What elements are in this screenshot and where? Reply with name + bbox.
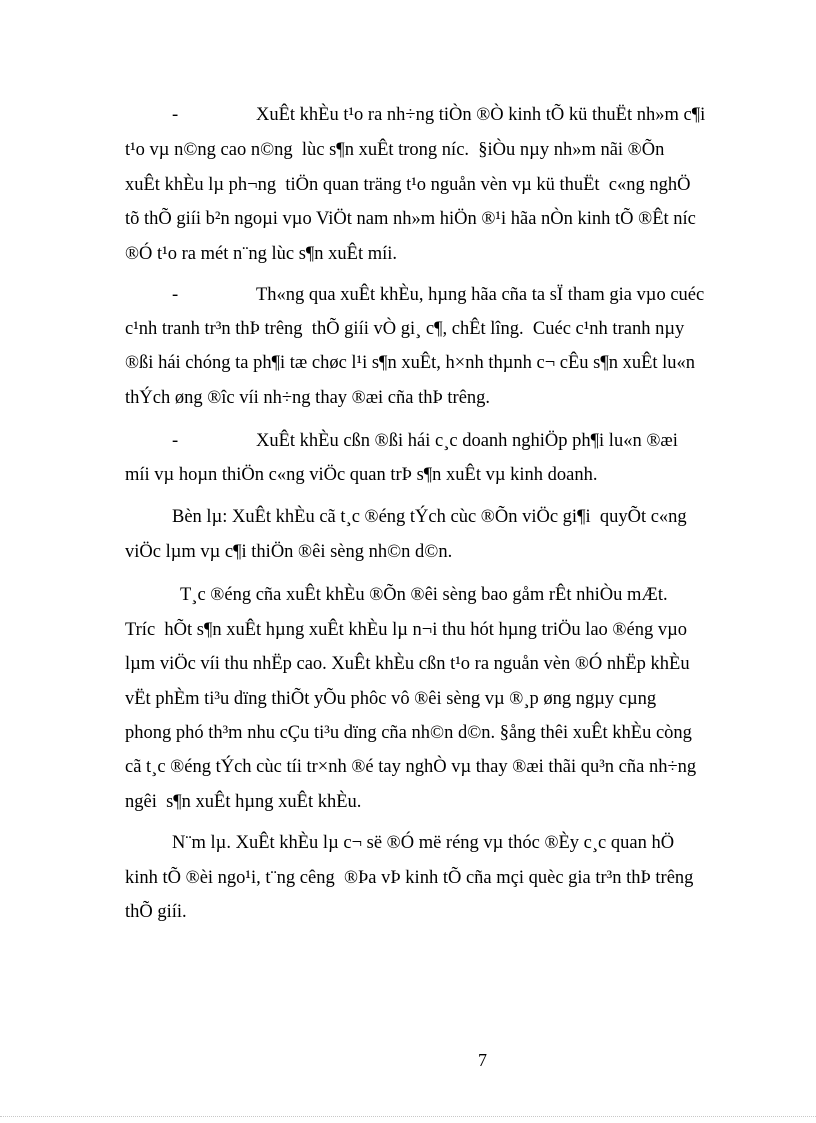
text-line: viÖc lµm vµ c¶i thiÖn ®êi sèng nh©n d©n. [125,542,453,562]
text-line: míi vµ hoµn thiÖn c«ng viÖc quan trÞ s¶n xuÊt vµ kinh doanh. [125,465,598,485]
bullet-dash: - [172,105,179,125]
text-line: ngêi s¶n xuÊt hµng xuÊt khÈu. [125,792,362,812]
text-line: phong phó th³m nhu cÇu ti³u dïng cña nh©n d©n. §ång thêi xuÊt khÈu còng [125,723,692,743]
text-line: thÝch øng ®îc víi nh÷ng thay ®æi cña thÞ trêng. [125,388,491,408]
text-line: Th«ng qua xuÊt khÈu, hµng hãa cña ta sÏ tham gia vµo cuéc [256,285,705,305]
bullet-dash: - [172,431,179,451]
page-number: 7 [478,1050,487,1070]
text-line: vËt phÈm ti³u dïng thiÕt yÕu phôc vô ®êi sèng vµ ®¸p øng ngµy cµng [125,689,657,709]
text-line: T¸c ®éng cña xuÊt khÈu ®Õn ®êi sèng bao gåm rÊt nhiÒu mÆt. [180,585,668,605]
text-line: xuÊt khÈu lµ ph¬ng tiÖn quan träng t¹o nguån vèn vµ kü thuËt c«ng nghÖ [125,175,691,195]
text-line: Bèn lµ: XuÊt khÈu cã t¸c ®éng tÝch cùc ®Õn viÖc gi¶i quyÕt c«ng [172,507,687,527]
text-line: kinh tÕ ®èi ngo¹i, t¨ng cêng ®Þa vÞ kinh tÕ cña mçi quèc gia tr³n thÞ trêng [125,868,694,888]
text-line: XuÊt khÈu t¹o ra nh÷ng tiÒn ®Ò kinh tÕ kü thuËt nh»m c¶i [256,105,706,125]
text-line: tõ thÕ giíi b²n ngoµi vµo ViÖt nam nh»m hiÖn ®¹i hãa nÒn kinh tÕ ®Êt níc [125,209,696,229]
text-line: lµm viÖc víi thu nhËp cao. XuÊt khÈu cßn t¹o ra nguån vèn ®Ó nhËp khÈu [125,654,690,674]
text-line: N¨m lµ. XuÊt khÈu lµ c¬ së ®Ó më réng vµ thóc ®Èy c¸c quan hÖ [172,833,675,853]
text-line: t¹o vµ n©ng cao n©ng lùc s¶n xuÊt trong níc. §iÒu nµy nh»m nãi ®Õn [125,140,665,160]
text-line: c¹nh tranh tr³n thÞ trêng thÕ giíi vÒ gi¸ c¶, chÊt lîng. Cuéc c¹nh tranh nµy [125,319,685,339]
text-line: ®ßi hái chóng ta ph¶i tæ chøc l¹i s¶n xuÊt, h×nh thµnh c¬ cÊu s¶n xuÊt lu«n [125,353,696,373]
text-line: thÕ giíi. [125,902,187,922]
bullet-dash: - [172,285,179,305]
text-line: ®Ó t¹o ra mét n¨ng lùc s¶n xuÊt míi. [125,244,398,264]
text-line: XuÊt khÈu cßn ®ßi hái c¸c doanh nghiÖp ph¶i lu«n ®æi [256,431,678,451]
text-line: Tríc hÕt s¶n xuÊt hµng xuÊt khÈu lµ n¬i thu hót hµng triÖu lao ®éng vµo [125,620,687,640]
page-bottom-divider [0,1116,816,1117]
text-line: cã t¸c ®éng tÝch cùc tíi tr×nh ®é tay nghÒ vµ thay ®æi thãi qu³n cña nh÷ng [125,757,697,777]
